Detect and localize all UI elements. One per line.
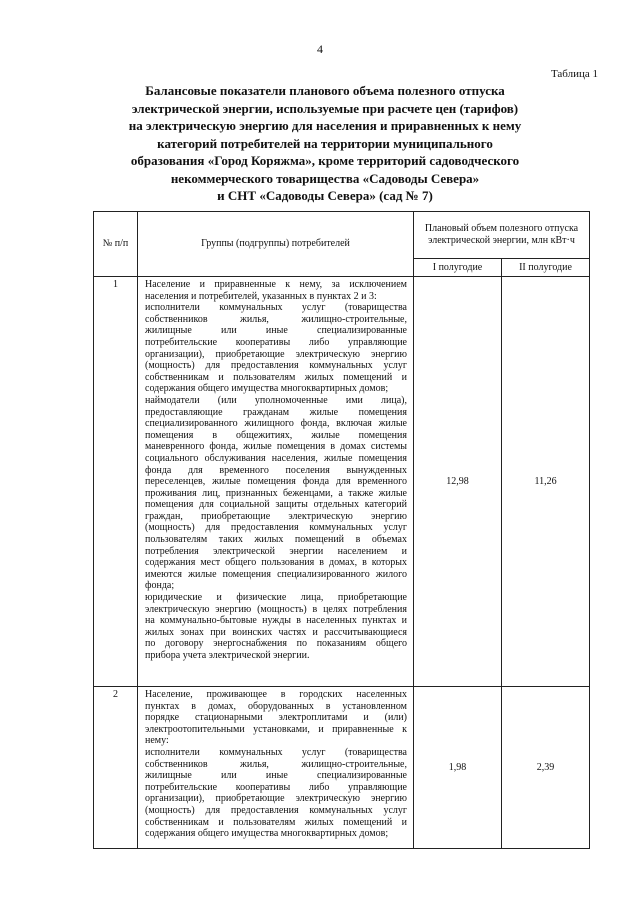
row-number: 2 — [94, 687, 138, 849]
title-line: на электрическую энергию для населения и приравненных к нему — [128, 118, 522, 133]
title-line: некоммерческого товарищества «Садоводы Севера» — [170, 170, 480, 186]
description-line: юридические и физические лица, приобретающие — [145, 592, 407, 604]
row-value-half2: 11,26 — [502, 277, 590, 687]
description-line: (мощность) для предоставления коммунальных услуг — [145, 360, 407, 372]
description-line: собственникам и пользователям жилых помещений и — [145, 816, 407, 828]
description-line: имеются жилые помещения специализированного жилого — [145, 568, 407, 580]
description-line: организации), приобретающие электрическую энергию — [145, 793, 407, 805]
description-line: пунктах в домах, оборудованных в установленном — [145, 700, 407, 712]
description-line: потребления электрической энергии населением и — [145, 545, 407, 557]
description-line: на коммунально-бытовые нужды в населенных пунктах и — [145, 615, 407, 627]
description-line: фонда; — [145, 580, 175, 592]
description-line: пользователям таких жилых помещений в объемах — [145, 534, 407, 546]
description-line: (мощность) для предоставления коммунальных услуг — [145, 522, 407, 534]
header-plan: Плановый объем полезного отпуска электрической энергии, млн кВт·ч — [414, 212, 590, 259]
title-line: категорий потребителей на территории муниципального — [157, 135, 493, 151]
description-line: жилищные или иные специализированные — [145, 325, 407, 337]
row-number: 1 — [94, 277, 138, 687]
description-line: населения и потребителей, указанных в пунктах 2 и 3: — [145, 290, 377, 302]
description-line: социального обслуживания населения, жилые помещения — [145, 452, 407, 464]
description-line: маневренного фонда, жилые помещения в домах системы — [145, 441, 407, 453]
description-line: потребительские кооперативы либо управляющие — [145, 336, 407, 348]
table-row — [94, 277, 590, 687]
table-label: Таблица 1 — [550, 68, 598, 80]
description-line: жилищные или иные специализированные — [145, 770, 407, 782]
description-line: исполнители коммунальных услуг (товарищества — [145, 302, 407, 314]
description-line: проживания лиц, признанных беженцами, а также жилые — [145, 487, 407, 499]
description-line: электроотопительными установками, и приравненные к — [145, 723, 407, 735]
description-line: Население и приравненные к нему, за исключением — [145, 279, 407, 290]
title-line: образования «Город Коряжма», кроме территорий садоводческого — [130, 153, 520, 168]
description-line: содержания общего имущества многоквартирных домов; — [145, 828, 389, 840]
description-line: фонда для временного поселения вынужденных — [145, 464, 407, 476]
description-line: собственников жилья, жилищно-строительные, — [145, 313, 407, 325]
description-line: по договору энергоснабжения по показаниям общего — [145, 638, 407, 650]
description-line: предоставляющие гражданам жилые помещения — [145, 406, 407, 418]
description-line: организации), приобретающие электрическую энергию — [145, 348, 407, 360]
header-num: № п/п — [94, 212, 138, 277]
row-value-half1: 12,98 — [414, 277, 502, 687]
title-line: и СНТ «Садоводы Севера» (сад № 7) — [217, 188, 433, 203]
header-half2: II полугодие — [502, 259, 590, 277]
description-line: жилых зонах при воинских частях и рассчитывающиеся — [145, 626, 407, 638]
description-line: помещения для социальной защиты отдельных категорий — [145, 499, 407, 511]
row-value-half2: 2,39 — [502, 687, 590, 849]
header-group: Группы (подгруппы) потребителей — [138, 212, 414, 277]
document-title — [90, 82, 560, 205]
description-line: специализированного жилищного фонда, включая жилые — [145, 418, 407, 430]
title-line: Балансовые показатели планового объема полезного отпуска — [145, 83, 505, 98]
row-value-half1: 1,98 — [414, 687, 502, 849]
row-description — [138, 687, 414, 849]
description-line: собственникам и пользователям жилых помещений и — [145, 371, 407, 383]
description-line: порядке стационарными электроплитами и (или) — [145, 712, 407, 724]
description-line: содержания общего имущества многоквартирных домов; — [145, 383, 389, 395]
table-row — [94, 687, 590, 849]
balance-table — [93, 211, 590, 849]
description-line: наймодатели (или уполномоченные ими лица), — [145, 394, 407, 406]
description-line: Население, проживающее в городских населенных — [145, 689, 407, 700]
description-line: (мощность) для предоставления коммунальных услуг — [145, 804, 407, 816]
description-line: потребительские кооперативы либо управляющие — [145, 781, 407, 793]
description-line: помещения в общежитиях, жилые помещения — [145, 429, 407, 441]
description-line: нему: — [145, 735, 169, 747]
description-line: содержания мест общего пользования в домах, в которых — [145, 557, 407, 569]
header-half1: I полугодие — [414, 259, 502, 277]
description-line: переселенцев, жилые помещения фонда для временного — [145, 476, 407, 488]
title-line: электрической энергии, используемые при расчете цен (тарифов) — [131, 100, 519, 116]
description-line: собственников жилья, жилищно-строительные, — [145, 758, 407, 770]
row-description — [138, 277, 414, 687]
description-line: электрическую энергию (мощность) в целях потребления — [145, 603, 407, 615]
description-line: прибора учета электрической энергии. — [145, 650, 310, 661]
description-line: исполнители коммунальных услуг (товарищества — [145, 746, 407, 758]
description-line: граждан, приобретающие электрическую энергию — [145, 510, 407, 522]
page-number: 4 — [317, 42, 323, 56]
